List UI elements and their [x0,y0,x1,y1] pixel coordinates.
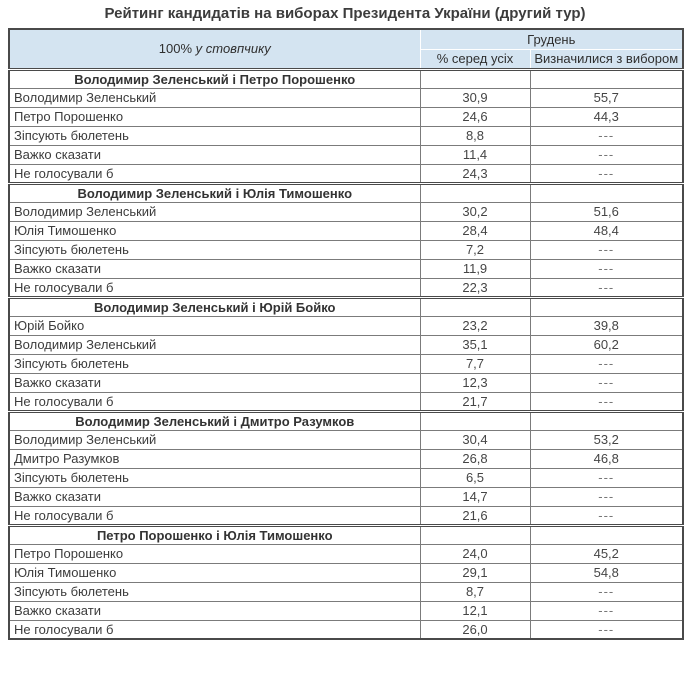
value-all-cell: 30,4 [420,430,530,449]
data-row [9,544,683,563]
section-empty-cell [420,69,530,88]
value-all-cell: 6,5 [420,468,530,487]
value-all-cell: 26,0 [420,620,530,639]
data-row [9,392,683,411]
data-row [9,202,683,221]
data-row [9,335,683,354]
value-all-cell: 35,1 [420,335,530,354]
data-row [9,506,683,525]
value-decided-cell: 51,6 [530,202,683,221]
value-all-cell: 8,8 [420,126,530,145]
candidate-label-cell: Володимир Зеленський [9,202,420,221]
candidate-label-cell: Важко сказати [9,259,420,278]
value-decided-cell: --- [530,468,683,487]
value-decided-cell: --- [530,487,683,506]
candidate-label-cell: Важко сказати [9,601,420,620]
candidate-label-cell: Зіпсують бюлетень [9,468,420,487]
section-empty-cell [420,297,530,316]
section-header-row [9,69,683,88]
value-decided-cell: --- [530,126,683,145]
data-row [9,373,683,392]
value-all-cell: 24,3 [420,164,530,183]
value-decided-cell: 60,2 [530,335,683,354]
value-decided-cell: --- [530,601,683,620]
data-row [9,259,683,278]
value-all-cell: 26,8 [420,449,530,468]
section-header-cell: Володимир Зеленський і Дмитро Разумков [9,411,420,430]
candidate-label-cell: Петро Порошенко [9,544,420,563]
candidate-label-cell: Дмитро Разумков [9,449,420,468]
month-header: Грудень [420,29,683,49]
value-all-cell: 30,2 [420,202,530,221]
section-header-row [9,183,683,202]
value-all-cell: 8,7 [420,582,530,601]
value-decided-cell: 53,2 [530,430,683,449]
data-row [9,487,683,506]
data-row [9,145,683,164]
candidate-label-cell: Володимир Зеленський [9,335,420,354]
value-decided-cell: 48,4 [530,221,683,240]
data-row [9,278,683,297]
value-all-cell: 21,6 [420,506,530,525]
value-decided-cell: 39,8 [530,316,683,335]
value-decided-cell: --- [530,278,683,297]
section-empty-cell [530,69,683,88]
subheader-share-all: % серед усіх [420,49,530,69]
data-row [9,620,683,639]
value-decided-cell: 46,8 [530,449,683,468]
value-all-cell: 11,4 [420,145,530,164]
table-body [9,69,683,639]
candidate-label-cell: Не голосували б [9,164,420,183]
value-decided-cell: --- [530,259,683,278]
value-decided-cell: --- [530,392,683,411]
value-all-cell: 14,7 [420,487,530,506]
section-empty-cell [420,183,530,202]
data-row [9,164,683,183]
value-all-cell: 21,7 [420,392,530,411]
candidate-label-cell: Юрій Бойко [9,316,420,335]
value-decided-cell: --- [530,354,683,373]
candidate-label-cell: Не голосували б [9,392,420,411]
corner-label-italic: у стовпчику [195,41,271,57]
candidate-label-cell: Володимир Зеленський [9,430,420,449]
data-row [9,563,683,582]
section-empty-cell [530,411,683,430]
value-decided-cell: --- [530,373,683,392]
subheader-decided: Визначилися з вибором [530,49,683,69]
candidate-label-cell: Не голосували б [9,620,420,639]
candidate-label-cell: Петро Порошенко [9,107,420,126]
value-decided-cell: 54,8 [530,563,683,582]
value-decided-cell: --- [530,506,683,525]
value-decided-cell: 45,2 [530,544,683,563]
candidate-label-cell: Не голосували б [9,278,420,297]
section-empty-cell [420,525,530,544]
data-row [9,449,683,468]
candidate-label-cell: Важко сказати [9,373,420,392]
value-all-cell: 11,9 [420,259,530,278]
value-all-cell: 24,6 [420,107,530,126]
section-header-cell: Петро Порошенко і Юлія Тимошенко [9,525,420,544]
section-empty-cell [420,411,530,430]
data-row [9,354,683,373]
data-row [9,468,683,487]
data-row [9,88,683,107]
candidate-label-cell: Юлія Тимошенко [9,221,420,240]
candidate-label-cell: Зіпсують бюлетень [9,582,420,601]
corner-label-prefix: 100% [158,41,196,57]
value-all-cell: 12,1 [420,601,530,620]
data-row [9,601,683,620]
value-all-cell: 7,2 [420,240,530,259]
section-header-cell: Володимир Зеленський і Юлія Тимошенко [9,183,420,202]
candidate-label-cell: Юлія Тимошенко [9,563,420,582]
value-all-cell: 23,2 [420,316,530,335]
candidate-label-cell: Володимир Зеленський [9,88,420,107]
data-row [9,107,683,126]
section-empty-cell [530,183,683,202]
table-header [9,29,683,69]
value-all-cell: 7,7 [420,354,530,373]
data-row [9,221,683,240]
value-all-cell: 22,3 [420,278,530,297]
candidate-label-cell: Не голосували б [9,506,420,525]
data-row [9,126,683,145]
value-decided-cell: --- [530,240,683,259]
value-decided-cell: 44,3 [530,107,683,126]
value-all-cell: 28,4 [420,221,530,240]
section-header-cell: Володимир Зеленський і Юрій Бойко [9,297,420,316]
candidate-label-cell: Важко сказати [9,145,420,164]
value-all-cell: 29,1 [420,563,530,582]
value-decided-cell: 55,7 [530,88,683,107]
value-all-cell: 12,3 [420,373,530,392]
value-all-cell: 24,0 [420,544,530,563]
value-all-cell: 30,9 [420,88,530,107]
section-header-cell: Володимир Зеленський і Петро Порошенко [9,69,420,88]
data-row [9,240,683,259]
section-header-row [9,297,683,316]
section-header-row [9,411,683,430]
value-decided-cell: --- [530,145,683,164]
corner-header [9,29,420,69]
data-row [9,430,683,449]
value-decided-cell: --- [530,164,683,183]
data-row [9,316,683,335]
candidate-label-cell: Зіпсують бюлетень [9,240,420,259]
section-empty-cell [530,525,683,544]
candidate-label-cell: Зіпсують бюлетень [9,354,420,373]
candidate-label-cell: Важко сказати [9,487,420,506]
section-empty-cell [530,297,683,316]
value-decided-cell: --- [530,582,683,601]
ratings-table [8,28,684,640]
value-decided-cell: --- [530,620,683,639]
header-row-month [9,29,683,49]
candidate-label-cell: Зіпсують бюлетень [9,126,420,145]
data-row [9,582,683,601]
section-header-row [9,525,683,544]
page-title: Рейтинг кандидатів на виборах Президента України (другий тур) [104,5,586,22]
